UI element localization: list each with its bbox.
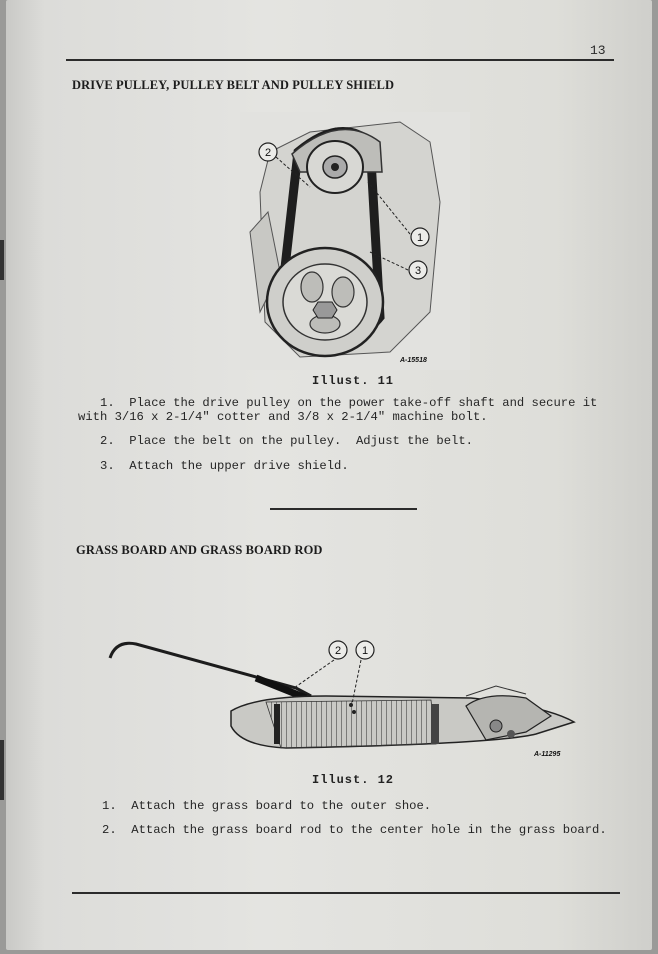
figure-code: A-15518 <box>400 357 427 364</box>
step-2: 2. Place the belt on the pulley. Adjust the belt. <box>100 434 473 448</box>
binding-mark <box>0 240 4 280</box>
step-1: 1. Attach the grass board to the outer shoe. <box>102 799 432 813</box>
figure-code: A-11295 <box>534 751 561 758</box>
svg-text:3: 3 <box>414 265 422 277</box>
svg-text:2: 2 <box>334 645 342 657</box>
footer-rule <box>72 892 620 894</box>
step-3: 3. Attach the upper drive shield. <box>100 459 349 473</box>
step-1-line-2: with 3/16 x 2-1/4" cotter and 3/8 x 2-1/4" machine bolt. <box>78 410 488 424</box>
callout-2 <box>259 143 277 161</box>
binding-mark <box>0 740 4 800</box>
svg-text:2: 2 <box>264 147 272 159</box>
callout-3 <box>409 261 427 279</box>
page-number: 13 <box>590 43 606 58</box>
section-divider <box>270 508 417 510</box>
illust-12-caption: Illust. 12 <box>312 773 395 787</box>
svg-text:1: 1 <box>416 232 424 244</box>
svg-text:1: 1 <box>361 645 369 657</box>
callout-1 <box>356 641 374 659</box>
section-heading-drive-pulley: DRIVE PULLEY, PULLEY BELT AND PULLEY SHIELD <box>72 78 395 92</box>
callout-2 <box>329 641 347 659</box>
section-heading-grass-board: GRASS BOARD AND GRASS BOARD ROD <box>76 543 323 557</box>
illust-11-caption: Illust. 11 <box>312 374 395 388</box>
step-2: 2. Attach the grass board rod to the center hole in the grass board. <box>102 823 607 837</box>
callout-1 <box>411 228 429 246</box>
grass-board-illustration <box>106 636 576 764</box>
drive-pulley-illustration <box>240 112 470 370</box>
step-1-line-1: 1. Place the drive pulley on the power take-off shaft and secure it <box>100 396 598 410</box>
header-rule <box>66 59 614 61</box>
